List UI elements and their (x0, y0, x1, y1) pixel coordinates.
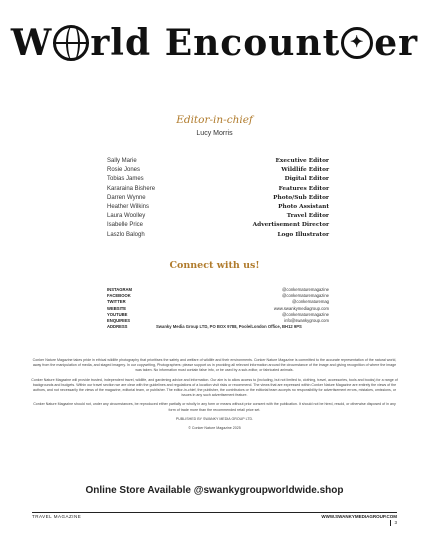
staff-role: Photo/Sub Editor (273, 194, 329, 201)
footer-divider (32, 512, 397, 513)
page-number-divider (390, 520, 391, 526)
publisher-line: PUBLISHED BY SWANKY MEDIA GROUP LTD. (175, 416, 254, 421)
staff-name: Sally Marie (107, 158, 137, 164)
twitter-handle[interactable]: @conkernaturemag (292, 299, 329, 305)
copyright-line: © Conker Nature Magazine 2025 (188, 426, 241, 431)
facebook-handle[interactable]: @conkernaturemagazine (282, 293, 329, 299)
staff-role: Wildlife Editor (281, 167, 329, 174)
world-encounter-logo (0, 22, 429, 64)
disclaimer-paragraph: Conker Nature Magazine will provide trusted, independent travel, wildlife, and gardening advice and information. Our aim is to allow access to (including, but not limited to, clothing, travel, accessories, tools and books) for a range of backgrounds and budgets. Within our travel section we are clear with the guidelines and regulations of a location visit risks or recommend. The views that are expressed within Conker Nature Magazine are entirely the views of the authors, and not necessarily the views of the magazine, editorial team, or publisher. The editor-in-chief, the publisher, the contributors or the editorial team accepts no responsibility for advertisement errors, mistakes, omissions, or issues in any such advertisement feature. (31, 377, 398, 398)
staff-role: Advertisement Director (252, 222, 329, 229)
logo-text-middle: rld Encount (90, 22, 341, 64)
editor-in-chief-title: Editor-in-chief (176, 114, 253, 126)
staff-name: Darren Wynne (107, 194, 146, 201)
staff-role: Photo Assistant (278, 203, 329, 210)
staff-role: Features Editor (278, 185, 329, 192)
staff-row (107, 194, 329, 203)
logo-text-end: er (374, 22, 419, 64)
staff-name: Rosie Jones (107, 167, 141, 174)
logo-text-start: W (10, 22, 53, 64)
contact-label: ENQUIRIES (107, 317, 131, 323)
contact-label: INSTAGRAM (107, 287, 133, 292)
contact-label: TWITTER (107, 299, 126, 305)
staff-row (107, 221, 329, 230)
staff-row (107, 166, 329, 175)
page-number (390, 520, 397, 526)
staff-row (107, 185, 329, 194)
contact-label: ADDRESS (107, 324, 128, 330)
youtube-handle[interactable]: @conkernaturemagazine (282, 311, 329, 317)
staff-role: Digital Editor (284, 176, 329, 183)
staff-role: Executive Editor (275, 158, 329, 164)
disclaimer-paragraph: Conker Nature Magazine should not, under any circumstances, be reproduced either partially or wholly in any form or means without prior consent with the publication. It should not be hired, resold, or otherwise disposed of in any form of trade more than the recommended retail price set. (33, 402, 396, 412)
online-store-banner[interactable]: Online Store Available @swankygroupworldwide.shop (85, 485, 344, 496)
staff-name: Tobias James (107, 176, 144, 183)
staff-name: Kararaina Bishere (107, 185, 156, 192)
enquiries-email[interactable]: info@swankygroup.com (284, 317, 329, 323)
website-link[interactable]: www.swankymediagroup.com (273, 305, 329, 311)
staff-name: Laszlo Balogh (107, 231, 145, 238)
editor-in-chief-name: Lucy Morris (196, 130, 233, 137)
staff-row (107, 157, 329, 166)
connect-heading: Connect with us! (169, 260, 260, 271)
footer-website-link[interactable]: WWW.SWANKYMEDIAGROUP.COM (321, 514, 397, 519)
page-number-value: 3 (394, 520, 397, 526)
contact-label: WEBSITE (107, 305, 127, 311)
staff-row (107, 175, 329, 184)
instagram-handle[interactable]: @conkernaturemagazine (282, 287, 329, 292)
contact-list (107, 287, 329, 330)
disclaimer-paragraph: Conker Nature Magazine takes pride in ethical wildlife photography that prioritises the safety and welfare of wildlife and their environments. Conker Nature Magazine is committed to the accurate representation of the natural world, away from the manipulation of media, and staged imagery. In our copywriting, Photographers: please support us in providing all relevant information around the circumstance of the image and giving recognition of where the image was taken. No information must contain false info, or be used by a sub-editor, or fabricated animals. (32, 358, 397, 373)
staff-name: Laura Woolley (107, 213, 146, 220)
staff-name: Heather Wilkins (107, 203, 150, 210)
disclaimer-block (30, 358, 399, 435)
staff-row (107, 203, 329, 212)
staff-list (107, 157, 329, 240)
globe-icon (53, 25, 89, 61)
contact-label: FACEBOOK (107, 293, 131, 299)
staff-role: Travel Editor (286, 213, 329, 220)
staff-row (107, 212, 329, 221)
staff-name: Isabelle Price (107, 222, 144, 229)
staff-row (107, 231, 329, 240)
compass-icon (341, 27, 373, 59)
contact-label: YOUTUBE (107, 311, 128, 317)
staff-role: Logo Illustrator (277, 231, 329, 238)
footer-section-label: TRAVEL MAGAZINE (32, 514, 82, 519)
contact-row-address (107, 324, 329, 330)
postal-address: Swanky Media Group LTD, PO BOX 9788, Poole/London Office, BH12 9PS (156, 324, 302, 330)
